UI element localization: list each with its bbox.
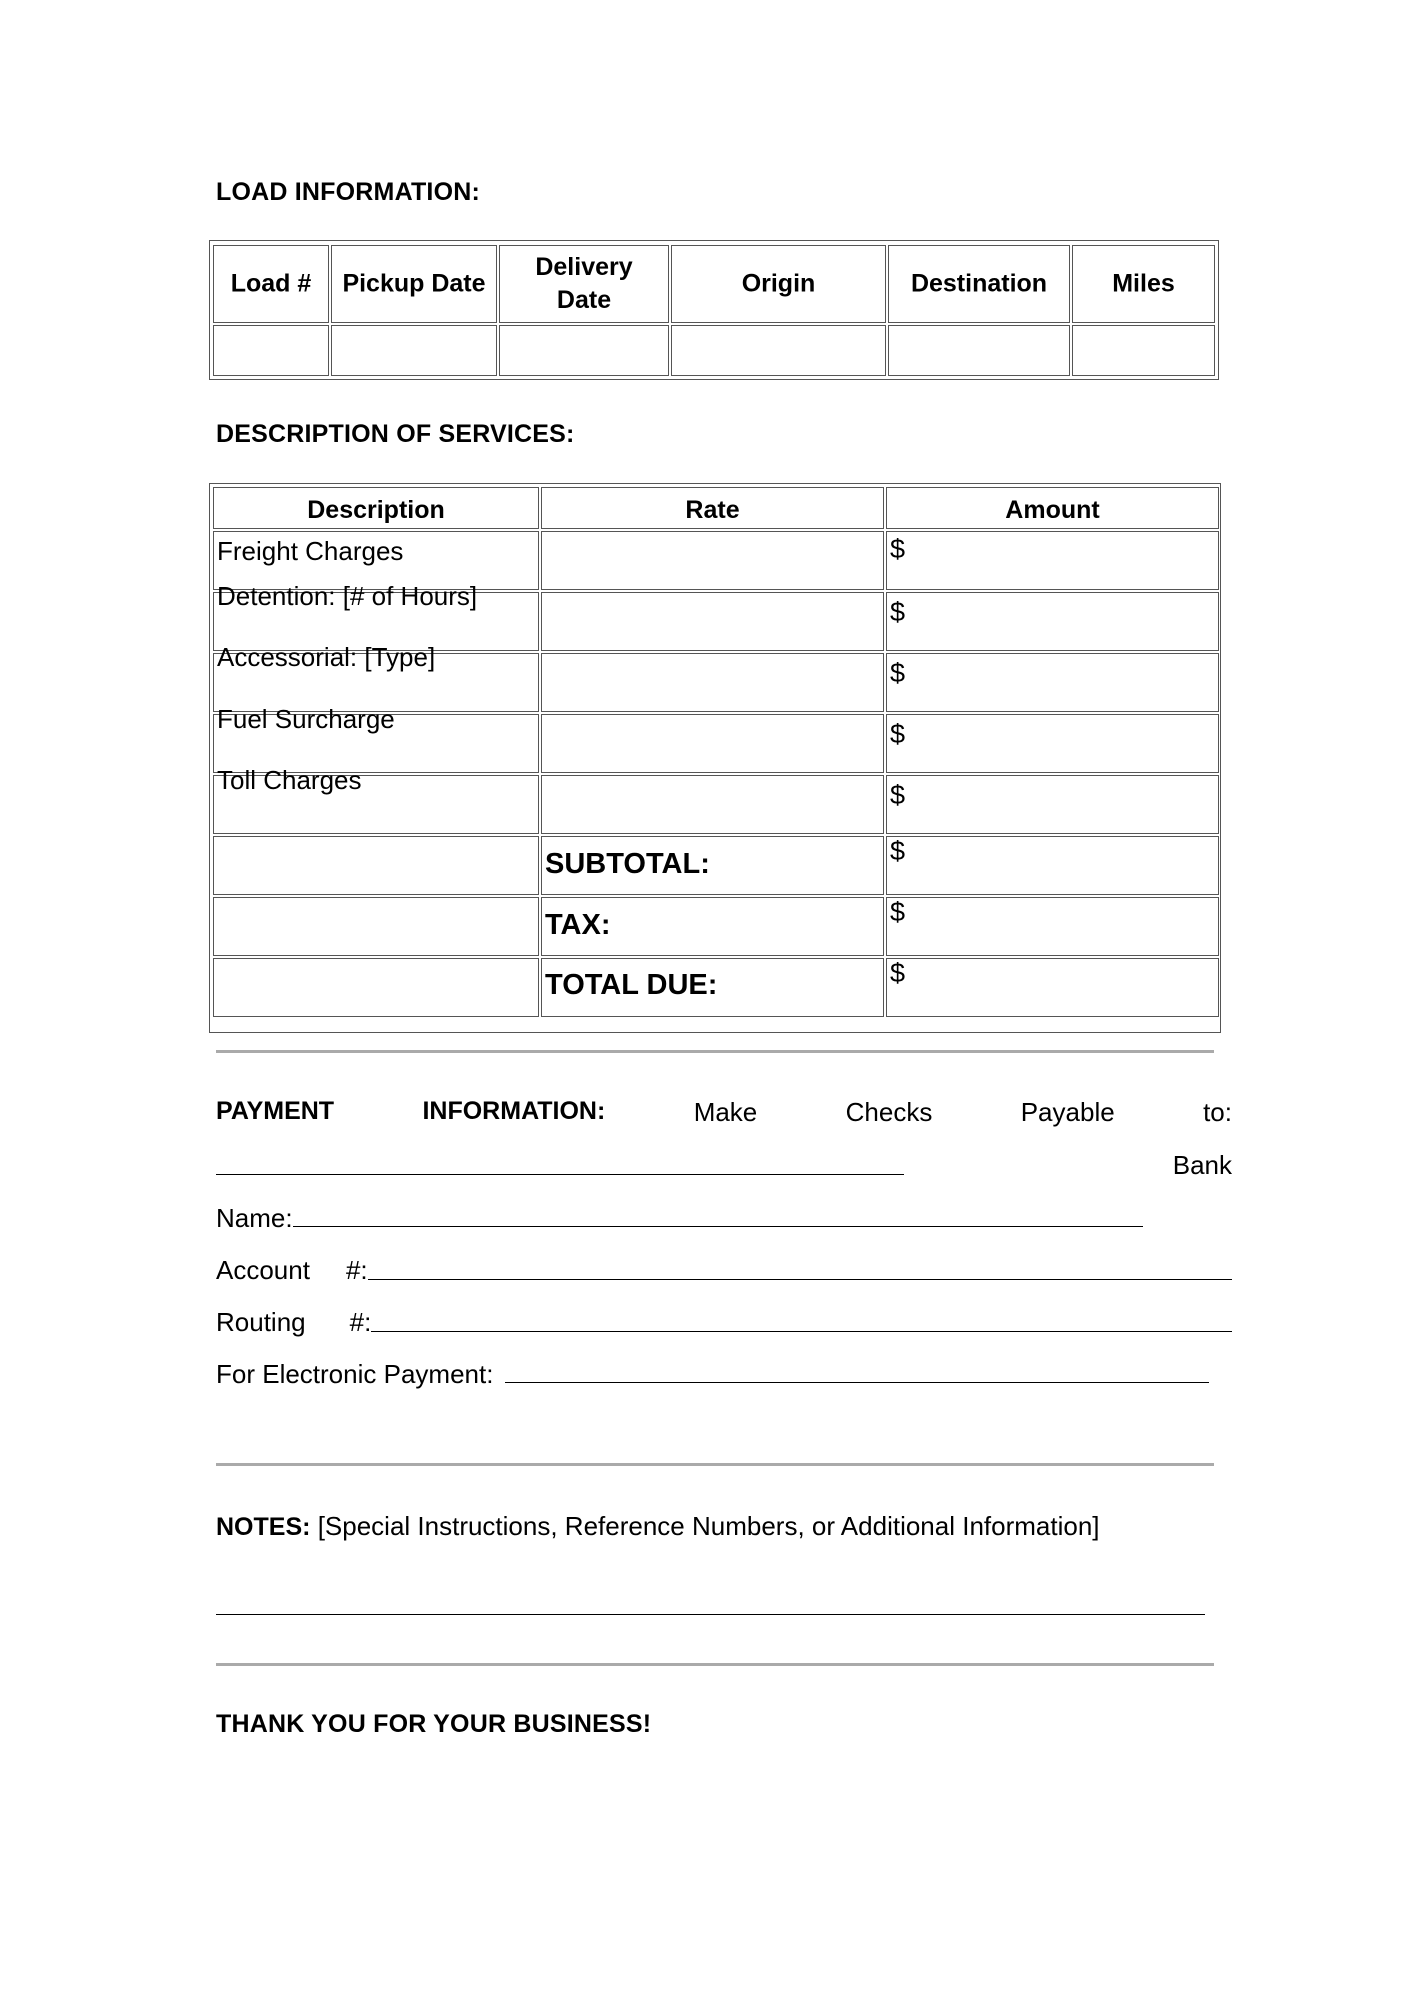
tax-label: TAX:: [545, 909, 611, 941]
amount-field[interactable]: [886, 531, 1219, 590]
payment-word: PAYMENT: [216, 1097, 335, 1125]
dollar-sign: $: [890, 597, 906, 627]
load-header-cell: [671, 245, 886, 323]
destination-header: Destination: [910, 269, 1048, 298]
dollar-sign: $: [890, 780, 906, 810]
services-heading: DESCRIPTION OF SERVICES:: [216, 420, 575, 448]
rate-header: Rate: [685, 496, 740, 524]
account-line: [216, 1255, 1232, 1289]
services-header-cell: [886, 487, 1219, 529]
routing-line: [216, 1307, 1232, 1341]
dollar-sign: $: [890, 958, 906, 988]
tax-amount-field[interactable]: [886, 897, 1219, 956]
load-number-field[interactable]: [213, 325, 329, 376]
origin-header: Origin: [741, 269, 816, 298]
dollar-sign: $: [890, 534, 906, 564]
delivery-date-field[interactable]: [499, 325, 669, 376]
services-table: [209, 483, 1221, 1033]
total-due-label: TOTAL DUE:: [545, 969, 718, 1001]
amount-field[interactable]: [886, 592, 1219, 651]
divider: [216, 1463, 1214, 1466]
destination-field[interactable]: [888, 325, 1070, 376]
account-number-blank[interactable]: [368, 1255, 1232, 1280]
amount-field[interactable]: [886, 775, 1219, 834]
rate-field[interactable]: [541, 775, 884, 834]
miles-header: Miles: [1112, 269, 1175, 298]
notes-label: NOTES:: [216, 1513, 311, 1541]
dollar-sign: $: [890, 719, 906, 749]
bank-word: Bank: [1172, 1150, 1232, 1180]
account-hash: #:: [345, 1255, 368, 1285]
electronic-payment-blank[interactable]: [505, 1358, 1209, 1383]
services-header-cell: [541, 487, 884, 529]
amount-field[interactable]: [886, 714, 1219, 773]
divider: [216, 1663, 1214, 1666]
load-header-cell: [888, 245, 1070, 323]
description-field[interactable]: [213, 897, 539, 956]
routing-hash: #:: [349, 1307, 372, 1337]
electronic-payment-line: [216, 1358, 1232, 1392]
load-header-cell: [1072, 245, 1215, 323]
make-word: Make: [693, 1097, 758, 1127]
notes-line: [216, 1511, 1232, 1545]
total-due-amount-field[interactable]: [886, 958, 1219, 1017]
divider: [216, 1050, 1214, 1053]
pickup-date-header: Pickup Date: [342, 269, 486, 298]
load-information-heading: LOAD INFORMATION:: [216, 178, 481, 206]
amount-field[interactable]: [886, 653, 1219, 712]
tax-label-cell: [541, 897, 884, 956]
description-cell: [213, 765, 539, 834]
payment-information-line: [216, 1097, 1232, 1131]
amount-header: Amount: [1005, 496, 1100, 524]
total-due-label-cell: [541, 958, 884, 1017]
load-header-cell: [331, 245, 497, 323]
description-field[interactable]: [213, 836, 539, 895]
routing-number-blank[interactable]: [371, 1307, 1232, 1332]
description-header: Description: [307, 496, 445, 524]
payable-word: Payable: [1020, 1097, 1115, 1127]
rate-field[interactable]: [541, 592, 884, 651]
notes-placeholder: [Special Instructions, Reference Numbers, or Additional Information]: [317, 1511, 1100, 1541]
electronic-payment-label: For Electronic Payment:: [216, 1359, 494, 1389]
miles-field[interactable]: [1072, 325, 1215, 376]
routing-label: Routing: [216, 1307, 306, 1337]
description-text: Fuel Surcharge: [217, 704, 395, 734]
thank-you-message: THANK YOU FOR YOUR BUSINESS!: [216, 1710, 652, 1738]
rate-field[interactable]: [541, 714, 884, 773]
delivery-date-header: Delivery Date: [535, 253, 633, 314]
load-header-cell: [213, 245, 329, 323]
load-information-table: [209, 240, 1219, 380]
account-label: Account: [216, 1255, 310, 1285]
description-text: Detention: [# of Hours]: [217, 581, 478, 611]
description-field[interactable]: [213, 958, 539, 1017]
description-text: Freight Charges: [217, 536, 404, 566]
load-header-cell: [499, 245, 669, 323]
dollar-sign: $: [890, 658, 906, 688]
bank-name-line: [216, 1202, 1232, 1236]
subtotal-amount-field[interactable]: [886, 836, 1219, 895]
payee-blank[interactable]: [216, 1150, 904, 1175]
description-text: Accessorial: [Type]: [217, 642, 436, 672]
bank-name-blank[interactable]: [293, 1202, 1143, 1227]
payee-line: [216, 1150, 1232, 1184]
dollar-sign: $: [890, 836, 906, 866]
information-word: INFORMATION:: [422, 1097, 606, 1125]
to-word: to:: [1203, 1097, 1232, 1127]
dollar-sign: $: [890, 897, 906, 927]
services-header-cell: [213, 487, 539, 529]
checks-word: Checks: [845, 1097, 933, 1127]
description-text: Toll Charges: [217, 765, 362, 795]
origin-field[interactable]: [671, 325, 886, 376]
subtotal-label: SUBTOTAL:: [545, 848, 710, 880]
subtotal-label-cell: [541, 836, 884, 895]
pickup-date-field[interactable]: [331, 325, 497, 376]
rate-field[interactable]: [541, 653, 884, 712]
notes-blank[interactable]: [216, 1584, 1205, 1615]
rate-field[interactable]: [541, 531, 884, 590]
load-number-header: Load #: [230, 269, 312, 298]
name-label: Name:: [216, 1203, 293, 1233]
